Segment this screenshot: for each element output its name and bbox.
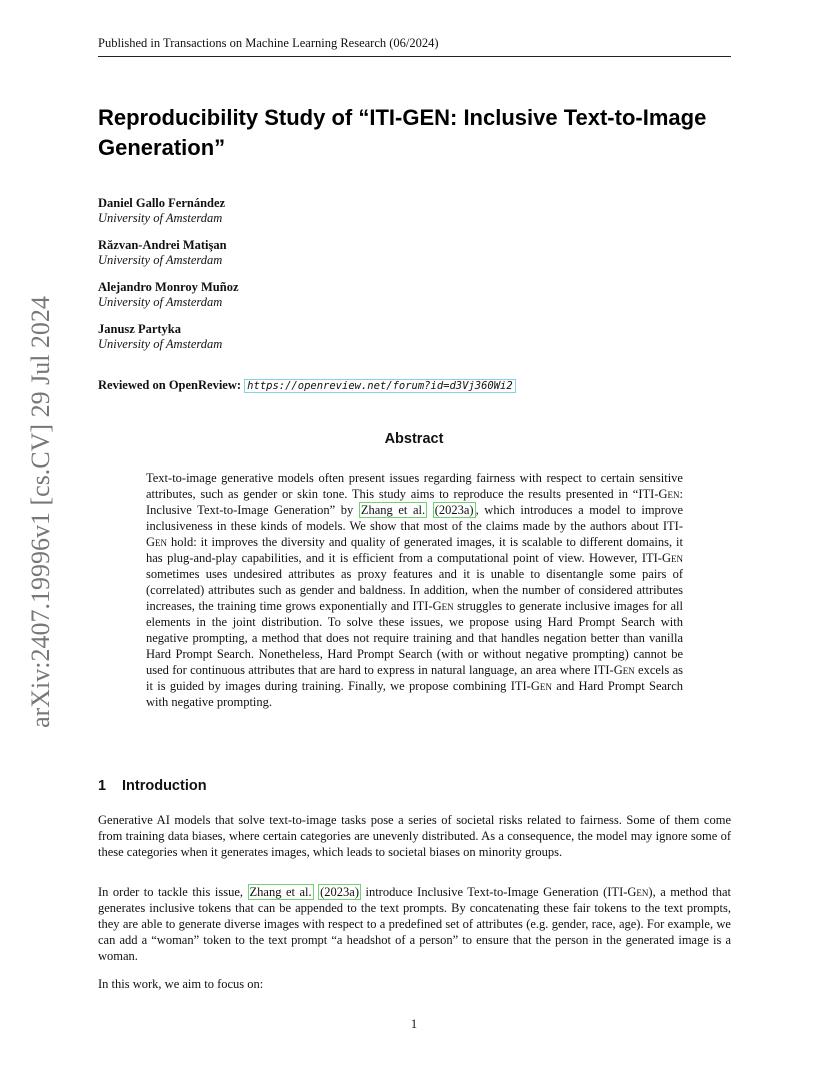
section-heading-introduction: [98, 778, 207, 794]
paper-title: Reproducibility Study of “ITI-GEN: Inclusive Text-to-Image Generation”: [98, 105, 707, 160]
author-name: Daniel Gallo Fernández: [98, 196, 226, 210]
openreview-link[interactable]: https://openreview.net/forum?id=d3Vj360Wi2: [244, 379, 516, 393]
section-number: 1: [98, 778, 107, 794]
section-title: Introduction: [122, 778, 207, 794]
author-name: Janusz Partyka: [98, 322, 181, 336]
intro-paragraph-3: In this work, we aim to focus on:: [98, 977, 264, 991]
author-name: Alejandro Monroy Muñoz: [98, 280, 239, 294]
intro-paragraph-2: In order to tackle this issue, Zhang et al. (2023a) introduce Inclusive Text-to-Image Generation (ITI-Gen), a method that generates inclusive tokens that can be appended to the text prompts. By concatenating these fair tokens to the text prompts, they are able to generate diverse images with respect to a predefined set of attributes (e.g. gender, race, age). For example, we can add a “woman” token to the text prompt “a headshot of a person” to ensure that the person in the generated image is a woman.: [98, 885, 731, 963]
citation-year-link[interactable]: (2023a): [320, 885, 359, 899]
author-list: [98, 196, 598, 364]
intro-paragraph-1: Generative AI models that solve text-to-image tasks pose a series of societal risks related to fairness. Some of them come from training data biases, where certain categories are unevenly distributed. As a consequence, the model may ignore some of these categories when it generates images, which leads to societal biases on minority groups.: [98, 813, 731, 859]
abstract-heading: Abstract: [384, 431, 444, 447]
author-block: [98, 322, 598, 352]
author-block: [98, 238, 598, 268]
author-affiliation: University of Amsterdam: [98, 211, 223, 225]
author-affiliation: University of Amsterdam: [98, 337, 223, 351]
author-affiliation: University of Amsterdam: [98, 253, 223, 267]
author-affiliation: University of Amsterdam: [98, 295, 223, 309]
citation-year-link[interactable]: (2023a): [434, 503, 474, 517]
author-block: [98, 280, 598, 310]
page-number: 1: [410, 1017, 418, 1031]
openreview-line: [98, 378, 516, 393]
author-name: Răzvan-Andrei Matişan: [98, 238, 227, 252]
openreview-label: Reviewed on OpenReview:: [98, 378, 242, 392]
citation-link[interactable]: Zhang et al.: [249, 885, 312, 899]
author-block: [98, 196, 598, 226]
arxiv-sidebar-stamp: arXiv:2407.19996v1 [cs.CV] 29 Jul 2024: [26, 296, 55, 728]
running-header: Published in Transactions on Machine Learning Research (06/2024): [98, 36, 731, 57]
citation-link[interactable]: Zhang et al.: [360, 503, 426, 517]
abstract-text: Text-to-image generative models often present issues regarding fairness with respect to certain sensitive attributes, such as gender or skin tone. This study aims to reproduce the results presented in “ITI-Gen: Inclusive Text-to-Image Generation” by Zhang et al. (2023a) , which introduces a model to improve inclusiveness in these kinds of models. We show that most of the claims made by the authors about ITI-Gen hold: it improves the diversity and quality of generated images, it is scalable to different domains, it has plug-and-play capabilities, and it is efficient from a computational point of view. However, ITI-Gen sometimes uses undesired attributes as proxy features and it is unable to disentangle some pairs of (correlated) attributes such as gender and baldness. In addition, when the number of considered attributes increases, the training time grows exponentially and ITI-Gen struggles to generate inclusive images for all elements in the joint distribution. To solve these issues, we propose using Hard Prompt Search with negative prompting, a method that does not require training and that handles negation better than vanilla Hard Prompt Search. Nonetheless, Hard Prompt Search (with or without negative prompting) cannot be used for continuous attributes that are hard to express in natural language, an area where ITI-Gen excels as it is guided by images during training. Finally, we propose combining ITI-Gen and Hard Prompt Search with negative prompting.: [146, 471, 684, 709]
